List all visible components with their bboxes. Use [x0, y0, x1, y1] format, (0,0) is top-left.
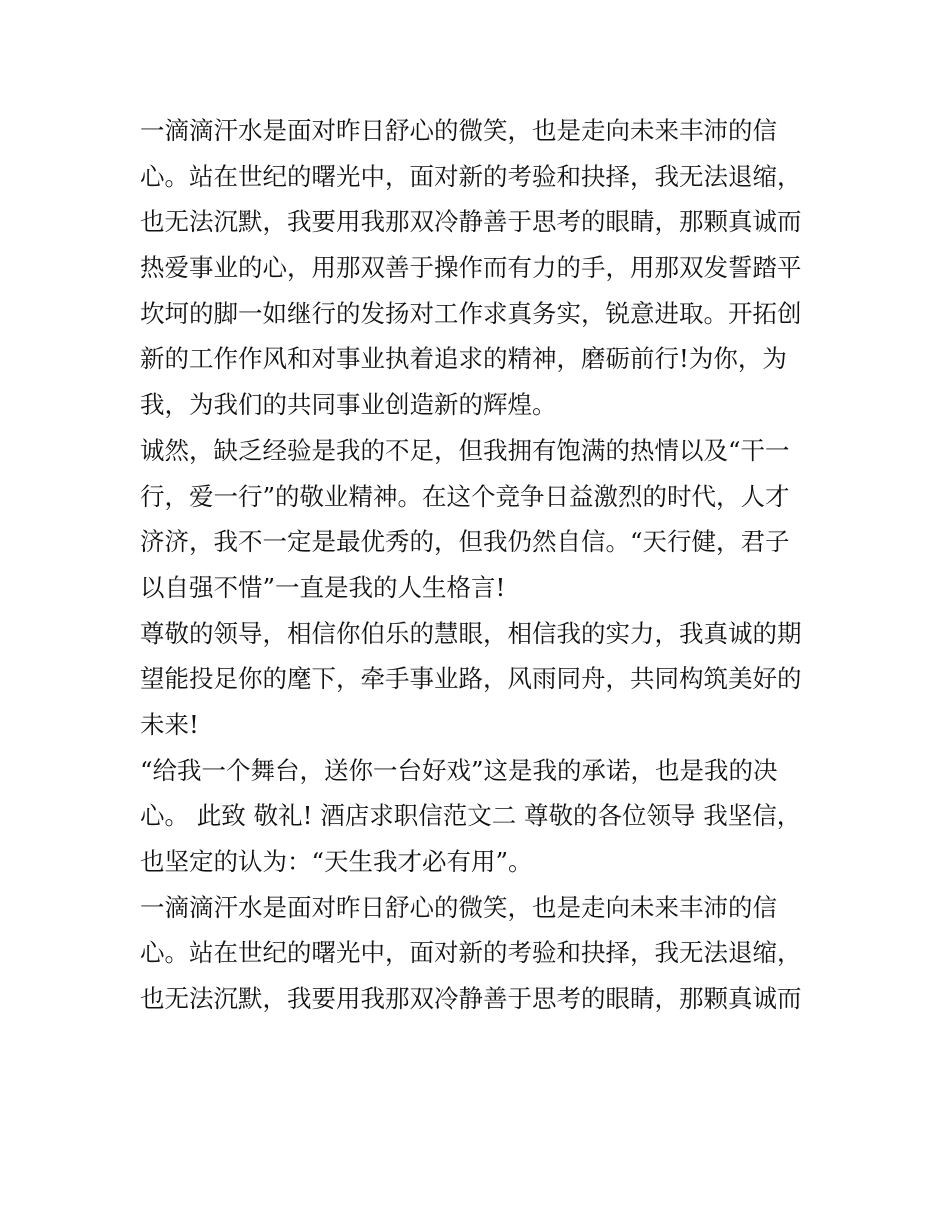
text-line: 一滴滴汗水是面对昨日舒心的微笑，也是走向未来丰沛的信: [140, 116, 777, 145]
text-line: 心。站在世纪的曙光中，面对新的考验和抉择，我无法退缩，: [140, 938, 802, 968]
text-line: “给我一个舞台，送你一台好戏”这是我的承诺，也是我的决: [140, 755, 778, 785]
text-line: 行，爱一行”的敬业精神。在这个竞争日益激烈的时代，人才: [140, 481, 790, 511]
text-line: 也无法沉默，我要用我那双冷静善于思考的眼睛，那颗真诚而: [140, 984, 802, 1014]
text-line: 一滴滴汗水是面对昨日舒心的微笑，也是走向未来丰沛的信: [140, 892, 777, 922]
text-line: 未来!: [140, 709, 199, 739]
text-line: 我，为我们的共同事业创造新的辉煌。: [140, 390, 557, 420]
text-line: 也坚定的认为：“天生我才必有用”。: [140, 847, 533, 876]
text-line: 以自强不惜”一直是我的人生格言!: [140, 572, 506, 602]
text-line: 热爱事业的心，用那双善于操作而有力的手，用那双发誓踏平: [140, 253, 802, 283]
text-line: 尊敬的领导，相信你伯乐的慧眼，相信我的实力，我真诚的期: [140, 618, 802, 648]
text-line: 坎坷的脚一如继行的发扬对工作求真务实，锐意进取。开拓创: [140, 298, 802, 328]
text-line: 心。 此致 敬礼! 酒店求职信范文二 尊敬的各位领导 我坚信，: [140, 801, 802, 831]
text-line: 济济，我不一定是最优秀的，但我仍然自信。“天行健，君子: [140, 527, 790, 557]
body-text: [140, 108, 820, 1022]
text-line: 新的工作作风和对事业执着追求的精神，磨砺前行!为你，为: [140, 344, 787, 374]
text-line: 也无法沉默，我要用我那双冷静善于思考的眼睛，那颗真诚而: [140, 207, 802, 237]
text-line: 望能投足你的麾下，牵手事业路，风雨同舟，共同构筑美好的: [140, 664, 802, 694]
text-line: 诚然，缺乏经验是我的不足，但我拥有饱满的热情以及“干一: [140, 435, 790, 465]
text-line: 心。站在世纪的曙光中，面对新的考验和抉择，我无法退缩，: [140, 161, 802, 191]
